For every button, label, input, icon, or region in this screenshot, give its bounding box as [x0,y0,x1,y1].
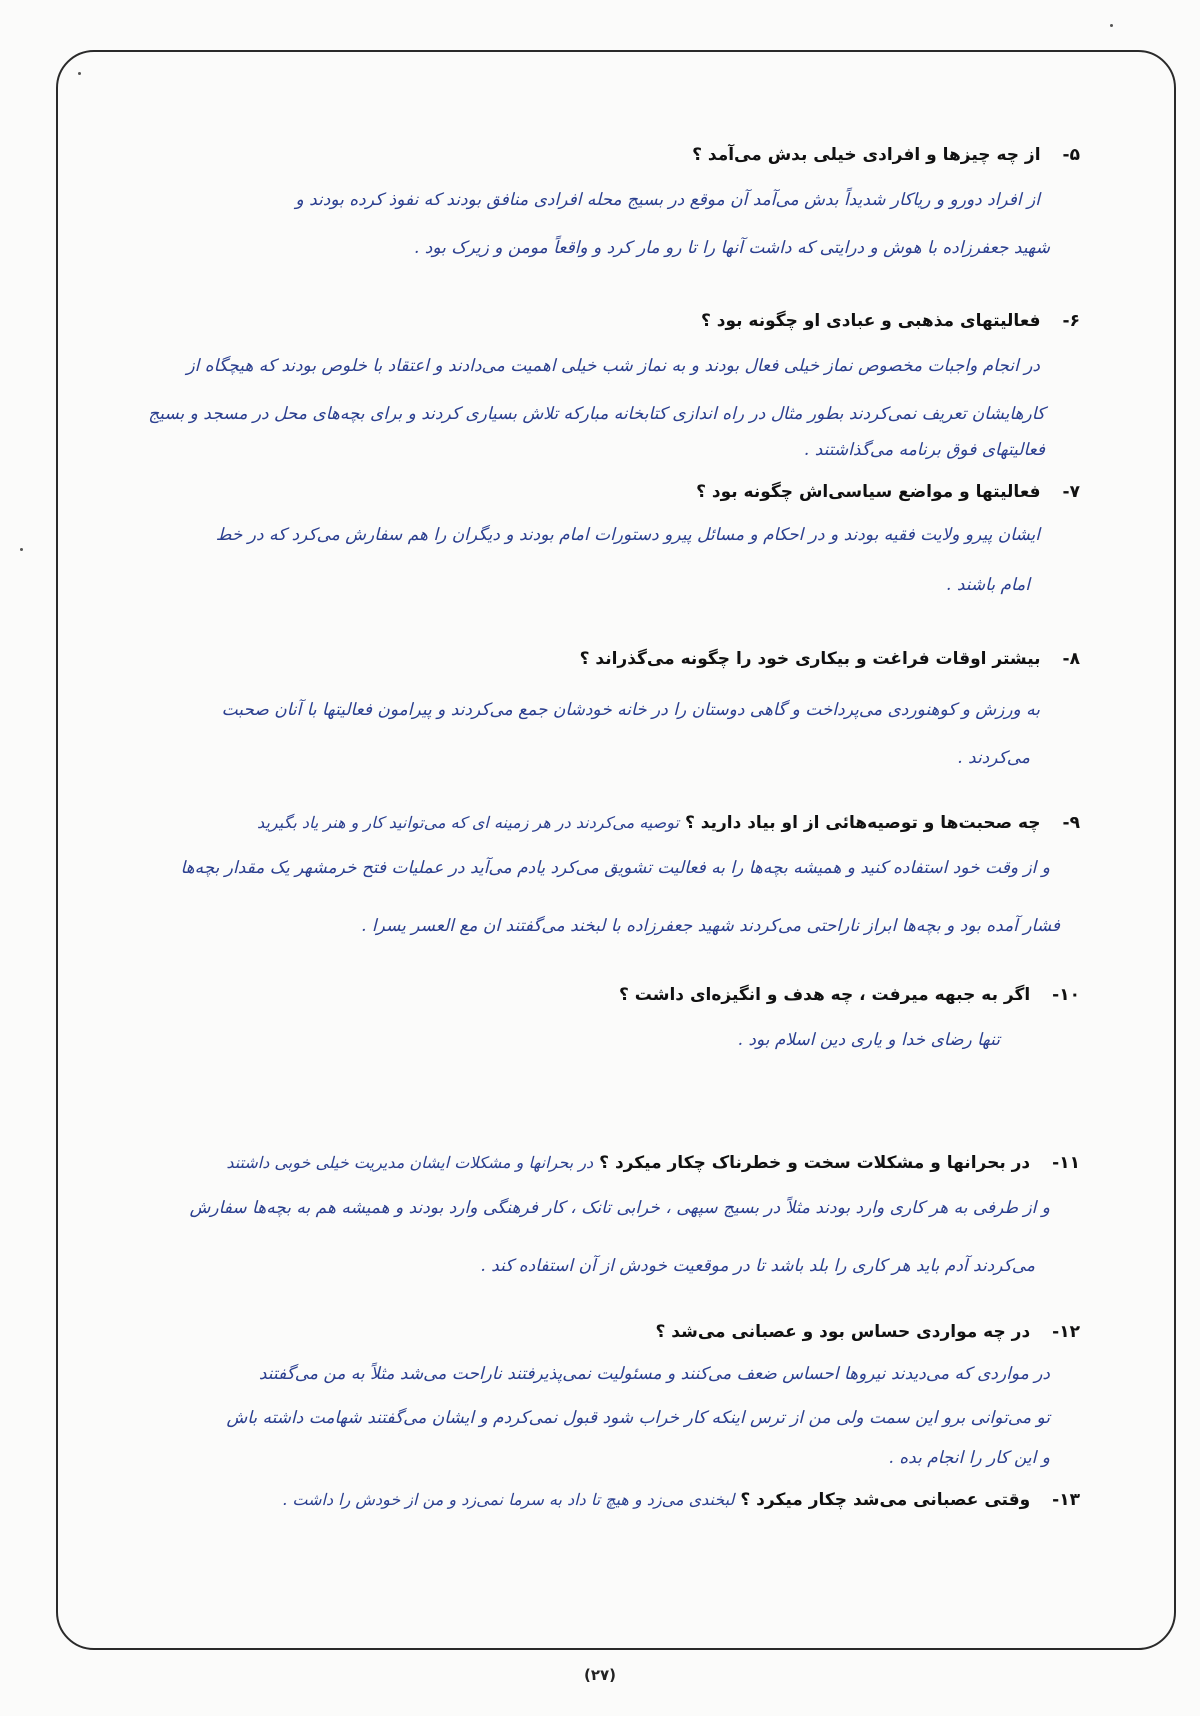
answer-line: در انجام واجبات مخصوص نماز خیلی فعال بودند و به نماز شب خیلی اهمیت می‌دادند و اعتقاد با خلوص بودند که هیچگاه از [186,356,1040,376]
question-text: فعالیتهای مذهبی و عبادی او چگونه بود ؟ [700,311,1041,331]
question-7 [696,480,1080,504]
question-number: ۶- [1062,311,1080,331]
answer-line: کارهایشان تعریف نمی‌کردند بطور مثال در راه اندازی کتابخانه مبارکه تلاش بسیاری کردند و برای بچه‌های محل در مسجد و بسیج [148,404,1045,424]
scan-speck [78,72,81,75]
answer-line: شهید جعفرزاده با هوش و درایتی که داشت آنها را تا رو مار کرد و واقعاً مومن و زیرک بود . [414,238,1050,258]
answer-line: و از وقت خود استفاده کنید و همیشه بچه‌ها را به فعالیت تشویق می‌کرد یادم می‌آید در عملیات فتح خرمشهر یک مقدار بچه‌ها [180,858,1050,878]
question-number: ۱۳- [1052,1490,1080,1510]
question-text: در چه مواردی حساس بود و عصبانی می‌شد ؟ [655,1322,1031,1342]
answer-line: فعالیتهای فوق برنامه می‌گذاشتند . [803,440,1045,460]
scan-speck [20,548,23,551]
question-5 [692,143,1080,167]
question-6 [701,309,1080,333]
question-number: ۵- [1062,145,1080,165]
answer-line: به ورزش و کوهنوردی می‌پرداخت و گاهی دوستان را در خانه خودشان جمع می‌کردند و پیرامون فعالیتها با آنان صحبت [221,700,1040,720]
page-number: (۲۷) [583,1666,617,1684]
question-text: چه صحبت‌ها و توصیه‌هائی از او بیاد دارید ؟ [684,813,1041,833]
answer-line: امام باشند . [946,575,1030,595]
question-13 [282,1488,1080,1512]
answer-line: و این کار را انجام بده . [888,1448,1050,1468]
inline-answer: در بحرانها و مشکلات ایشان مدیریت خیلی خوبی داشتند [226,1153,594,1172]
answer-line: در مواردی که می‌دیدند نیروها احساس ضعف می‌کنند و مسئولیت نمی‌پذیرفتند ناراحت می‌شد مثلاً به من می‌گفتند [258,1364,1050,1384]
answer-line: ایشان پیرو ولایت فقیه بودند و در احکام و مسائل پیرو دستورات امام بودند و دیگران را هم سفارش می‌کرد که در خط [215,525,1040,545]
question-number: ۱۱- [1052,1153,1080,1173]
question-text: فعالیتها و مواضع سیاسی‌اش چگونه بود ؟ [696,482,1041,502]
answer-line: می‌کردند . [957,748,1030,768]
question-number: ۱۲- [1052,1322,1080,1342]
answer-line: و از طرفی به هر کاری وارد بودند مثلاً در بسیج سپهی ، خرابی تانک ، کار فرهنگی وارد بودند و همیشه هم به بچه‌ها سفارش [189,1198,1050,1218]
question-11 [226,1151,1080,1175]
question-12 [656,1320,1080,1344]
question-number: ۷- [1062,482,1080,502]
question-text: از چه چیزها و افرادی خیلی بدش می‌آمد ؟ [692,145,1041,165]
scan-speck [1110,24,1113,27]
question-8 [580,647,1080,671]
answer-line: تو می‌توانی برو این سمت ولی من از ترس اینکه کار خراب شود قبول نمی‌کردم و ایشان می‌گفتند شهامت داشته باش [226,1408,1050,1428]
question-text: در بحرانها و مشکلات سخت و خطرناک چکار میکرد ؟ [599,1153,1031,1173]
question-9 [257,811,1080,835]
question-10 [619,983,1080,1007]
question-number: ۱۰- [1052,985,1080,1005]
answer-line: فشار آمده بود و بچه‌ها ابراز ناراحتی می‌کردند شهید جعفرزاده با لبخند می‌گفتند ان مع العسر یسرا . [361,916,1060,936]
question-number: ۹- [1062,813,1080,833]
question-text: اگر به جبهه میرفت ، چه هدف و انگیزه‌ای داشت ؟ [618,985,1031,1005]
answer-line: تنها رضای خدا و یاری دین اسلام بود . [737,1030,1000,1050]
answer-line: می‌کردند آدم باید هر کاری را بلد باشد تا در موقعیت خودش از آن استفاده کند . [480,1256,1035,1276]
question-text: وقتی عصبانی می‌شد چکار میکرد ؟ [740,1490,1031,1510]
answer-line: از افراد دورو و ریاکار شدیداً بدش می‌آمد آن موقع در بسیج محله افرادی منافق بودند که نفوذ کرده بودند و [295,190,1040,210]
inline-answer: لبخندی می‌زد و هیچ تا داد به سرما نمی‌زد و من از خودش را داشت . [282,1490,735,1509]
question-text: بیشتر اوقات فراغت و بیکاری خود را چگونه می‌گذراند ؟ [579,649,1041,669]
question-number: ۸- [1062,649,1080,669]
inline-answer: توصیه می‌کردند در هر زمینه ای که می‌توانید کار و هنر یاد بگیرید [257,813,679,832]
